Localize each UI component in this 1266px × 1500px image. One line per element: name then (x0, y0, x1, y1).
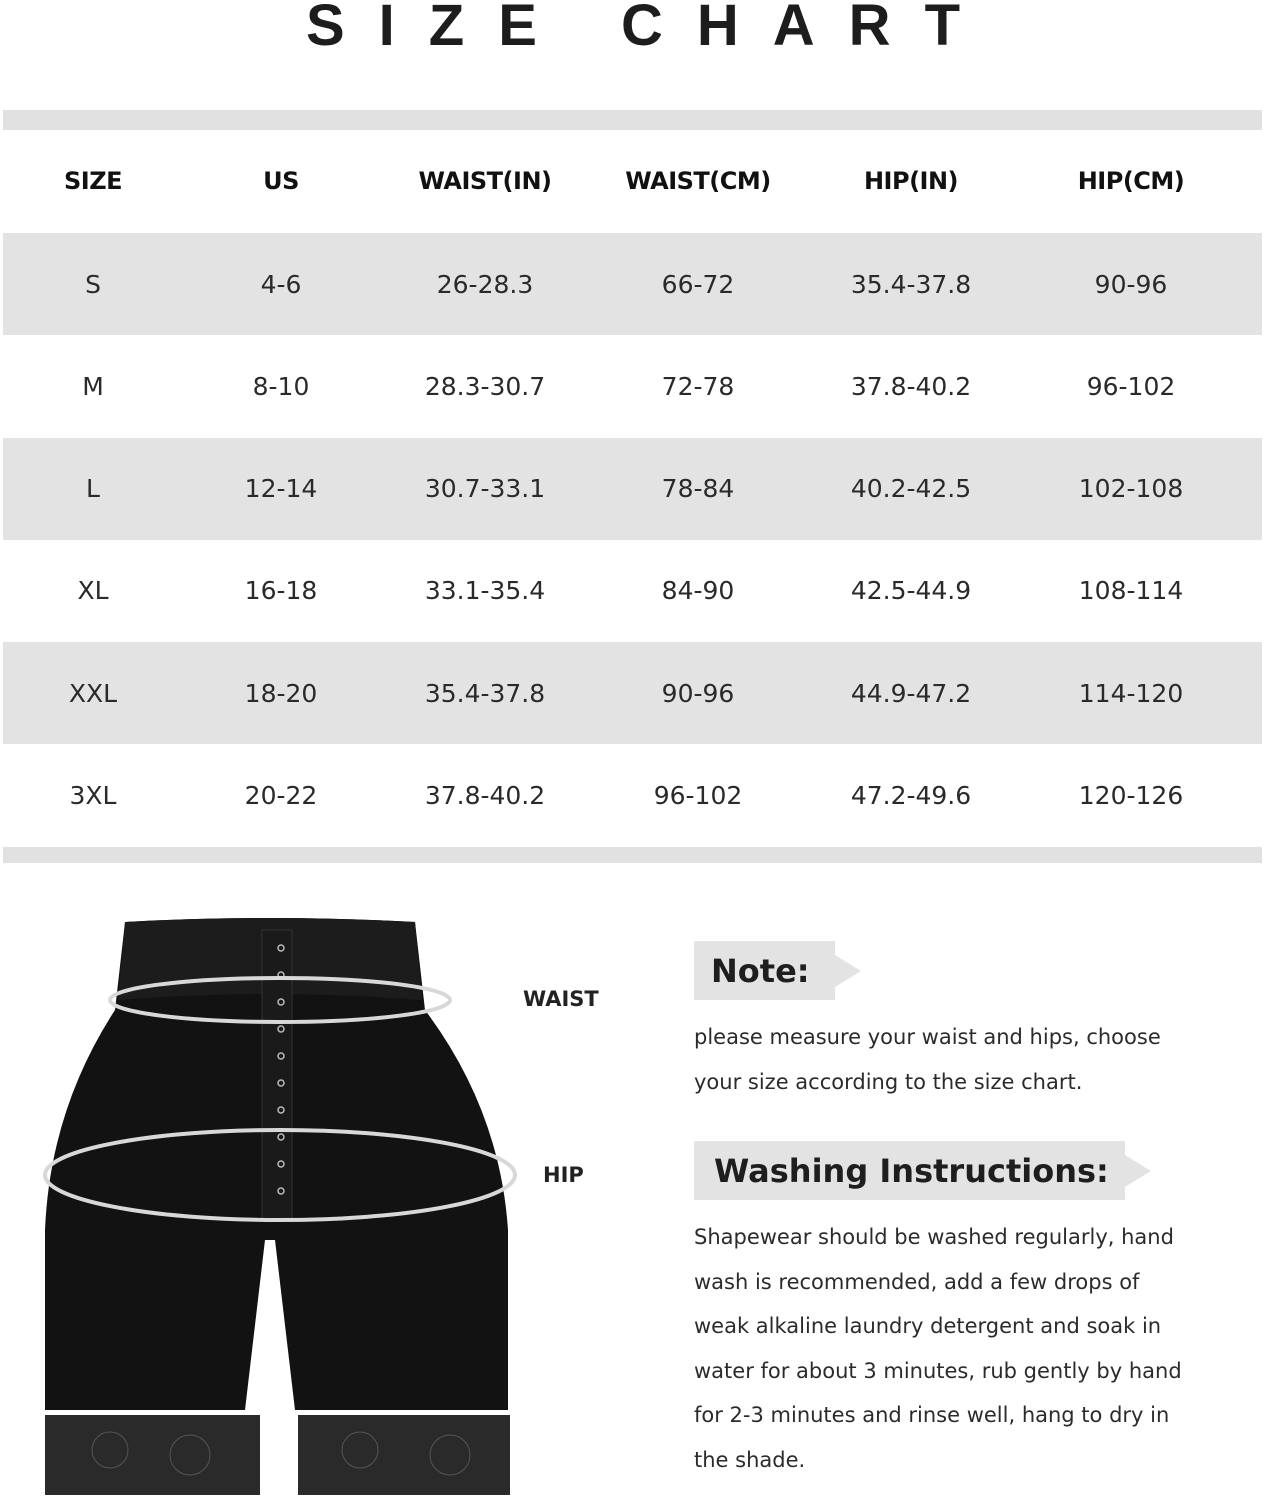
column-header: US (263, 167, 299, 195)
table-cell: 102-108 (1078, 474, 1184, 504)
table-cell: 72-78 (661, 371, 735, 401)
table-cell: 66-72 (661, 269, 735, 299)
washing-line: Shapewear should be washed regularly, hand (694, 1225, 1174, 1249)
table-cell: 42.5-44.9 (850, 576, 972, 606)
table-cell: 44.9-47.2 (850, 678, 972, 708)
table-cell: 90-96 (1094, 269, 1168, 299)
column-header: HIP(IN) (863, 167, 959, 195)
table-cell: 37.8-40.2 (850, 371, 972, 401)
column-header: SIZE (63, 167, 122, 195)
table-cell: 35.4-37.8 (850, 269, 972, 299)
table-top-divider (3, 110, 1262, 130)
table-cell: 96-102 (1086, 371, 1176, 401)
note-line: please measure your waist and hips, choose (694, 1025, 1161, 1049)
table-cell: 78-84 (661, 474, 735, 504)
table-cell: XL (77, 576, 109, 606)
table-cell: 37.8-40.2 (424, 781, 546, 810)
table-cell: 16-18 (244, 576, 318, 606)
table-cell: 4-6 (260, 269, 302, 299)
note-line: your size according to the size chart. (694, 1069, 1083, 1094)
note-text (694, 1015, 1214, 1104)
table-header (3, 130, 1262, 232)
waist-label: WAIST (523, 987, 599, 1011)
table-cell: 40.2-42.5 (850, 474, 972, 504)
column-header: WAIST(CM) (625, 167, 771, 195)
washing-text (694, 1215, 1214, 1483)
table-cell: 108-114 (1078, 576, 1184, 606)
table-row (3, 642, 1262, 744)
table-cell: 30.7-33.1 (424, 474, 546, 504)
table-cell: 84-90 (661, 576, 735, 606)
table-cell: 90-96 (661, 678, 735, 708)
table-cell: 47.2-49.6 (850, 781, 972, 810)
table-cell: 3XL (69, 781, 117, 810)
table-cell: 120-126 (1078, 781, 1184, 810)
washing-line: wash is recommended, add a few drops of (694, 1269, 1140, 1294)
table-cell: 8-10 (252, 371, 310, 401)
washing-line: water for about 3 minutes, rub gently by hand (694, 1358, 1182, 1383)
washing-line: weak alkaline laundry detergent and soak in (694, 1314, 1162, 1339)
page-title: SIZE CHART (306, 0, 994, 58)
washing-line: for 2-3 minutes and rinse well, hang to dry in (694, 1403, 1170, 1428)
table-bottom-divider (3, 847, 1262, 863)
table-cell: 20-22 (244, 781, 318, 810)
table-cell: 96-102 (653, 781, 743, 810)
table-row (3, 233, 1262, 335)
column-header: HIP(CM) (1077, 167, 1185, 195)
table-cell: M (82, 371, 104, 401)
hip-label: HIP (543, 1163, 584, 1187)
table-row (3, 540, 1262, 642)
table-cell: L (86, 474, 100, 504)
table-cell: 12-14 (244, 474, 318, 504)
washing-heading: Washing Instructions: (694, 1141, 1125, 1200)
table-cell: XXL (68, 678, 118, 708)
table-cell: 26-28.3 (436, 269, 534, 299)
table-cell: 35.4-37.8 (424, 678, 546, 708)
column-header: WAIST(IN) (418, 167, 552, 195)
washing-line: the shade. (694, 1447, 806, 1472)
table-cell: 114-120 (1078, 678, 1184, 708)
table-row (3, 438, 1262, 540)
table-row (3, 335, 1262, 437)
table-cell: 28.3-30.7 (424, 371, 546, 401)
shapewear-illustration (30, 910, 530, 1500)
note-heading: Note: (694, 941, 835, 1000)
table-cell: 33.1-35.4 (424, 576, 546, 606)
table-cell: 18-20 (244, 678, 318, 708)
table-row (3, 745, 1262, 847)
table-cell: S (85, 269, 101, 299)
